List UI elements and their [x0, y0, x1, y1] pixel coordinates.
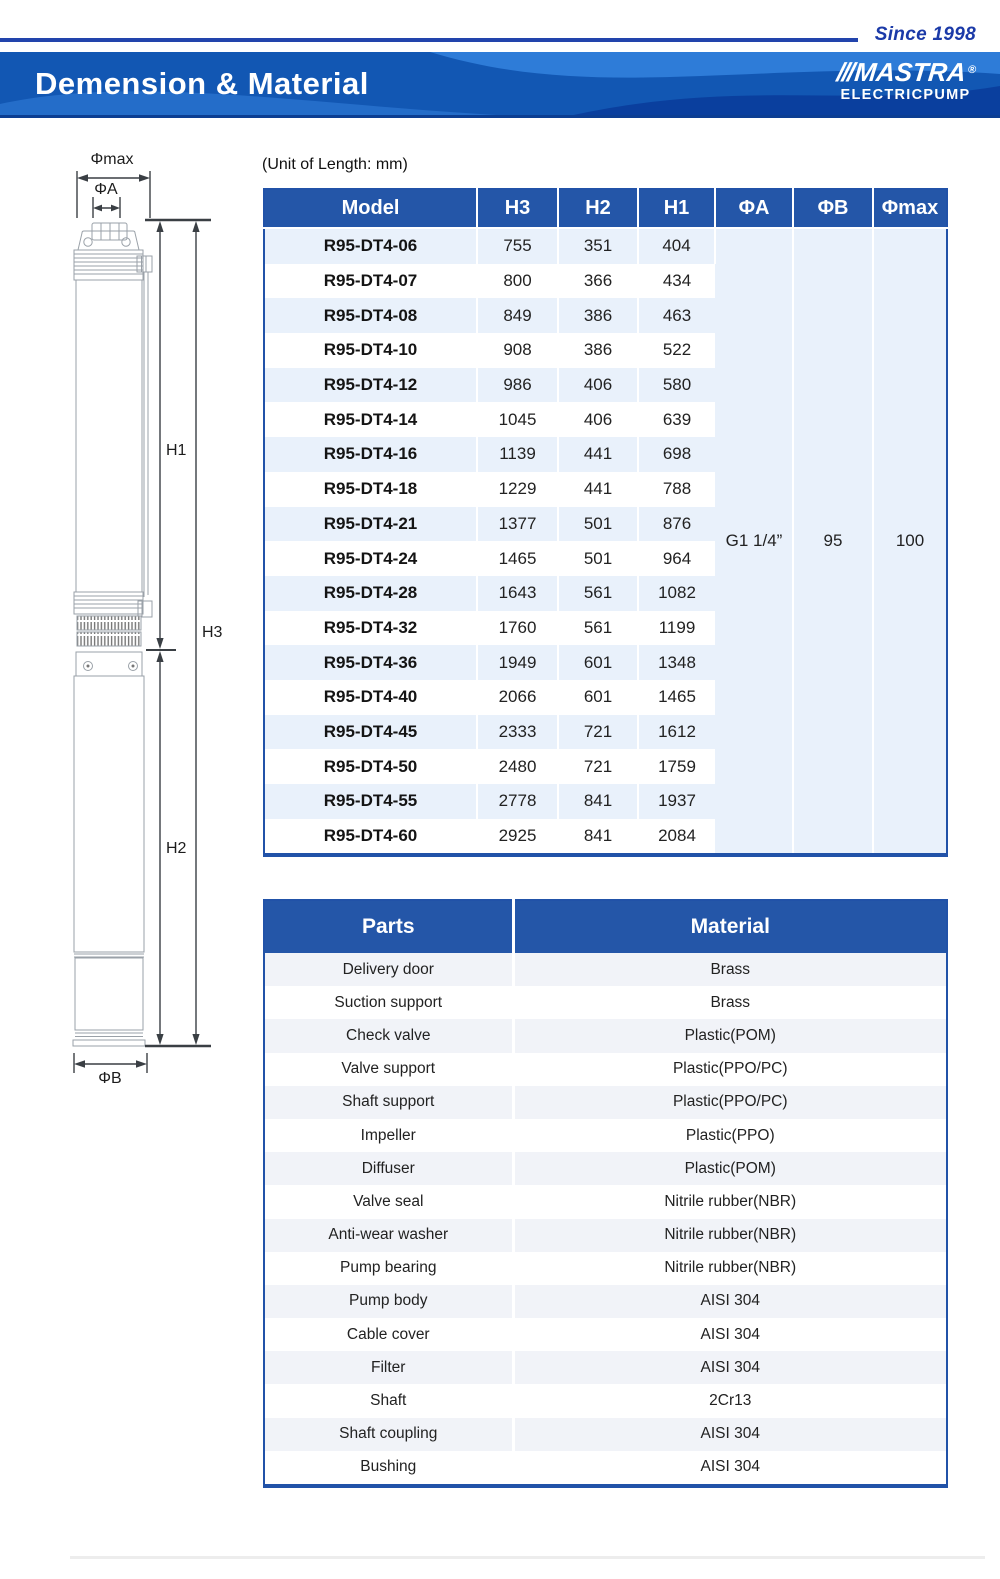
part-cell: Shaft coupling	[264, 1418, 513, 1451]
part-cell: Shaft	[264, 1384, 513, 1417]
value-cell: 876	[638, 507, 715, 542]
model-cell: R95-DT4-21	[264, 507, 477, 542]
value-cell: 501	[558, 507, 638, 542]
table-row	[264, 1119, 947, 1152]
table-row	[264, 1152, 947, 1185]
value-cell: 1759	[658, 756, 696, 776]
table-row	[264, 1185, 947, 1218]
column-header: H2	[558, 189, 638, 228]
dim-label-h3: H3	[202, 624, 223, 641]
part-cell: Delivery door	[264, 953, 513, 986]
value-cell: 1937	[638, 784, 715, 819]
value-cell: 1643	[477, 576, 558, 611]
table-row	[264, 1318, 947, 1351]
table-row	[264, 228, 947, 264]
material-cell: Nitrile rubber(NBR)	[664, 1192, 797, 1210]
pump-drawing	[25, 145, 255, 1095]
material-cell: Plastic(POM)	[513, 1152, 947, 1185]
table-row	[264, 1384, 947, 1417]
value-cell: 2066	[477, 680, 558, 715]
model-cell: R95-DT4-55	[264, 784, 477, 819]
material-cell: AISI 304	[700, 1458, 760, 1476]
material-cell: 2Cr13	[709, 1392, 752, 1410]
logo-slashes-icon: ///	[835, 57, 855, 87]
dim-label-h1: H1	[166, 442, 187, 459]
value-cell: 698	[638, 437, 715, 472]
value-cell: 406	[558, 368, 638, 403]
value-cell: 522	[662, 340, 692, 360]
page-title: Demension & Material	[35, 66, 369, 101]
value-cell: 1612	[638, 715, 715, 750]
part-cell: Anti-wear washer	[264, 1219, 513, 1252]
value-cell: 1199	[658, 617, 696, 637]
value-cell: 580	[638, 368, 715, 403]
value-cell: 386	[558, 333, 638, 368]
table-row	[264, 1451, 947, 1486]
model-cell: R95-DT4-10	[264, 333, 477, 368]
dim-label-h2: H2	[166, 840, 187, 857]
dim-label-phib: ΦB	[98, 1070, 122, 1087]
material-cell: Plastic(PPO/PC)	[513, 1086, 947, 1119]
material-cell: AISI 304	[700, 1325, 760, 1343]
part-cell: Shaft support	[264, 1086, 513, 1119]
value-cell: 386	[558, 298, 638, 333]
value-cell: 406	[558, 402, 638, 437]
logo-wordmark	[836, 59, 976, 85]
table-row	[264, 986, 947, 1019]
value-cell: 1377	[477, 507, 558, 542]
value-cell: 561	[558, 611, 638, 646]
value-cell: 463	[638, 298, 715, 333]
part-cell: Diffuser	[264, 1152, 513, 1185]
value-cell: 2778	[477, 784, 558, 819]
top-rule	[0, 38, 858, 42]
logo-subtitle: ELECTRICPUMP	[840, 87, 971, 103]
material-cell: AISI 304	[513, 1285, 947, 1318]
column-header: Model	[264, 189, 477, 228]
value-cell: 1760	[477, 611, 558, 646]
value-cell: 1465	[477, 541, 558, 576]
value-cell: 434	[662, 271, 692, 291]
logo-brand: MASTRA	[853, 57, 968, 87]
value-cell: 441	[558, 472, 638, 507]
dimension-table-header-row	[264, 189, 947, 228]
value-cell: 2084	[658, 826, 696, 846]
model-cell: R95-DT4-45	[264, 715, 477, 750]
value-cell: 849	[477, 298, 558, 333]
merged-cell-phi_b: 95	[793, 228, 873, 855]
model-cell: R95-DT4-08	[264, 298, 477, 333]
value-cell: 639	[662, 409, 692, 429]
table-row	[264, 1219, 947, 1252]
model-cell: R95-DT4-24	[264, 541, 477, 576]
model-cell: R95-DT4-12	[264, 368, 477, 403]
model-cell: R95-DT4-14	[264, 402, 477, 437]
value-cell: 561	[558, 576, 638, 611]
material-cell: Plastic(POM)	[513, 1019, 947, 1052]
column-header: H3	[477, 189, 558, 228]
table-row	[264, 1351, 947, 1384]
pump-diagram	[25, 145, 255, 1095]
material-cell: Nitrile rubber(NBR)	[664, 1259, 797, 1277]
model-cell: R95-DT4-06	[264, 228, 477, 264]
model-cell: R95-DT4-16	[264, 437, 477, 472]
material-cell: Brass	[710, 993, 751, 1011]
part-cell: Filter	[264, 1351, 513, 1384]
value-cell: 788	[662, 479, 692, 499]
value-cell: 1949	[477, 645, 558, 680]
model-cell: R95-DT4-40	[264, 680, 477, 715]
header-banner	[0, 52, 1000, 118]
table-row	[264, 1252, 947, 1285]
dim-label-phia: ΦA	[94, 181, 118, 198]
part-cell: Valve support	[264, 1053, 513, 1086]
value-cell: 601	[558, 645, 638, 680]
value-cell: 501	[558, 541, 638, 576]
part-cell: Impeller	[264, 1119, 513, 1152]
column-header: H1	[638, 189, 715, 228]
part-cell: Pump bearing	[264, 1252, 513, 1285]
value-cell: 1465	[658, 687, 696, 707]
part-cell: Valve seal	[264, 1185, 513, 1218]
value-cell: 841	[558, 819, 638, 856]
material-cell: Plastic(PPO)	[685, 1126, 775, 1144]
table-row	[264, 953, 947, 986]
merged-cell-phi_a: G1 1/4”	[715, 228, 793, 855]
value-cell: 841	[558, 784, 638, 819]
value-cell: 908	[477, 333, 558, 368]
value-cell: 1348	[638, 645, 715, 680]
table-row	[264, 1019, 947, 1052]
column-header: ΦB	[793, 189, 873, 228]
unit-note: (Unit of Length: mm)	[262, 156, 408, 173]
table-row	[264, 1418, 947, 1451]
material-cell: Brass	[513, 953, 947, 986]
value-cell: 351	[558, 228, 638, 264]
model-cell: R95-DT4-36	[264, 645, 477, 680]
material-cell: AISI 304	[513, 1351, 947, 1384]
column-header: Material	[513, 900, 947, 953]
material-cell: Nitrile rubber(NBR)	[513, 1219, 947, 1252]
part-cell: Check valve	[264, 1019, 513, 1052]
materials-table-header-row	[264, 900, 947, 953]
column-header: ΦA	[715, 189, 793, 228]
since-label: Since 1998	[874, 24, 976, 45]
model-cell: R95-DT4-07	[264, 264, 477, 299]
brand-logo	[835, 57, 977, 103]
column-header: Φmax	[873, 189, 947, 228]
value-cell: 800	[477, 264, 558, 299]
model-cell: R95-DT4-60	[264, 819, 477, 856]
value-cell: 721	[558, 715, 638, 750]
registered-mark-icon: ®	[967, 64, 977, 76]
value-cell: 1082	[638, 576, 715, 611]
value-cell: 1229	[477, 472, 558, 507]
dimension-table	[263, 188, 948, 857]
part-cell: Cable cover	[264, 1318, 513, 1351]
model-cell: R95-DT4-28	[264, 576, 477, 611]
value-cell: 721	[558, 749, 638, 784]
value-cell: 2925	[477, 819, 558, 856]
value-cell: 441	[558, 437, 638, 472]
value-cell: 601	[558, 680, 638, 715]
table-row	[264, 1053, 947, 1086]
column-header: Parts	[264, 900, 513, 953]
value-cell: 986	[477, 368, 558, 403]
merged-cell-phi_max: 100	[873, 228, 947, 855]
value-cell: 755	[477, 228, 558, 264]
model-cell: R95-DT4-50	[264, 749, 477, 784]
model-cell: R95-DT4-18	[264, 472, 477, 507]
value-cell: 404	[638, 228, 715, 264]
part-cell: Suction support	[264, 986, 513, 1019]
table-row	[264, 1086, 947, 1119]
part-cell: Pump body	[264, 1285, 513, 1318]
value-cell: 2480	[477, 749, 558, 784]
model-cell: R95-DT4-32	[264, 611, 477, 646]
table-row	[264, 1285, 947, 1318]
materials-table	[263, 899, 948, 1488]
value-cell: 366	[558, 264, 638, 299]
value-cell: 964	[662, 548, 692, 568]
dim-label-phimax: Φmax	[90, 151, 134, 168]
part-cell: Bushing	[264, 1451, 513, 1486]
value-cell: 1139	[477, 437, 558, 472]
bottom-rule	[70, 1556, 985, 1559]
material-cell: AISI 304	[513, 1418, 947, 1451]
value-cell: 2333	[477, 715, 558, 750]
material-cell: Plastic(PPO/PC)	[672, 1060, 788, 1078]
value-cell: 1045	[477, 402, 558, 437]
